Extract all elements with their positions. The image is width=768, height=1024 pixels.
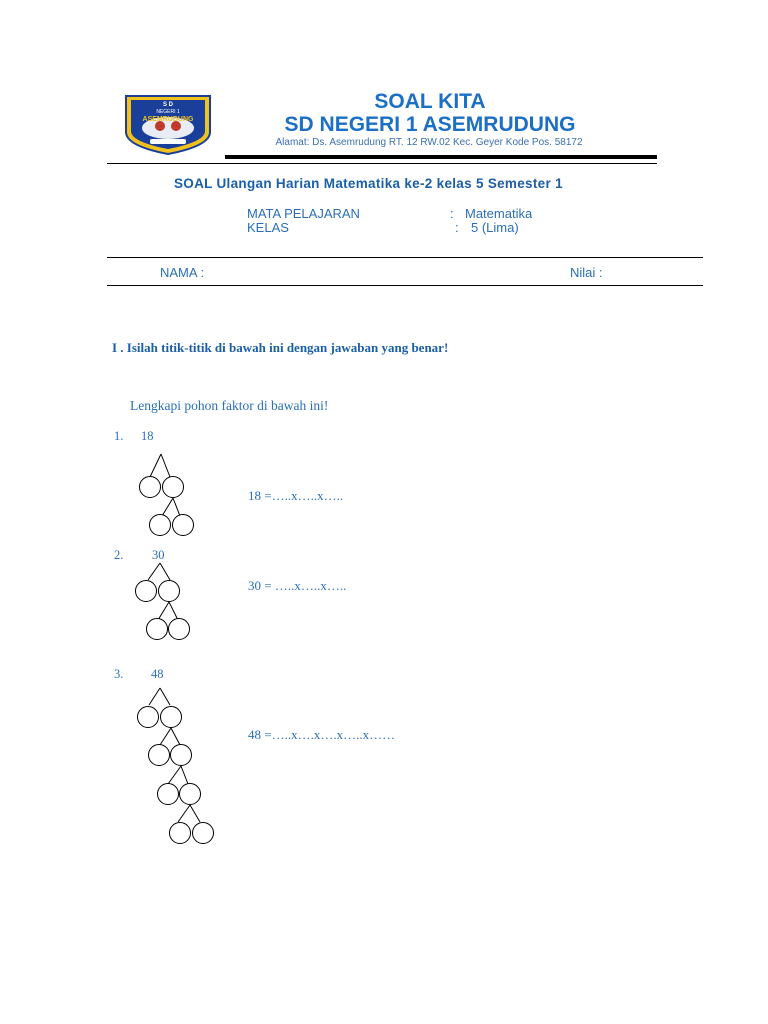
school-address: Alamat: Ds. Asemrudung RT. 12 RW.02 Kec. Geyer Kode Pos. 58172 xyxy=(275,137,583,148)
section-intro: Lengkapi pohon faktor di bawah ini! xyxy=(130,398,329,413)
score-label: Nilai : xyxy=(570,265,603,280)
factor-tree-3 xyxy=(130,685,230,850)
question-number: 2. xyxy=(114,548,124,562)
school-name: SD NEGERI 1 ASEMRUDUNG xyxy=(284,113,576,136)
class-separator: : xyxy=(455,220,459,235)
header-divider-thick xyxy=(225,155,657,159)
question-value: 48 xyxy=(151,667,164,681)
question-number: 3. xyxy=(114,667,124,681)
factor-tree-1 xyxy=(130,450,210,545)
subject-value: Matematika xyxy=(465,206,533,221)
subject-label: MATA PELAJARAN xyxy=(247,206,360,221)
header-divider-thin xyxy=(107,163,657,164)
question-equation[interactable]: 30 = …..x…..x….. xyxy=(248,578,347,593)
question-equation[interactable]: 18 =…..x…..x….. xyxy=(248,488,344,503)
question-value: 30 xyxy=(152,548,165,562)
name-box-bottom-line xyxy=(107,285,703,286)
section-instruction: I . Isilah titik-titik di bawah ini dengan jawaban yang benar! xyxy=(112,340,449,355)
name-box-top-line xyxy=(107,257,703,258)
question-number: 1. xyxy=(114,429,124,443)
subject-separator: : xyxy=(450,206,454,221)
question-value: 18 xyxy=(141,429,154,443)
class-label: KELAS xyxy=(247,220,289,235)
class-value: 5 (Lima) xyxy=(471,220,519,235)
name-label: NAMA : xyxy=(160,265,205,280)
header-title: SOAL KITA xyxy=(374,90,486,113)
logo-text-top: S D xyxy=(162,102,174,108)
question-equation[interactable]: 48 =…..x….x….x…..x…… xyxy=(248,727,396,742)
factor-tree-2 xyxy=(128,560,208,645)
logo-text-main: ASEMRUDUNG xyxy=(142,116,194,123)
logo-text-mid: NEGERI 1 xyxy=(156,109,180,115)
exam-subtitle: SOAL Ulangan Harian Matematika ke-2 kelas 5 Semester 1 xyxy=(174,176,563,191)
